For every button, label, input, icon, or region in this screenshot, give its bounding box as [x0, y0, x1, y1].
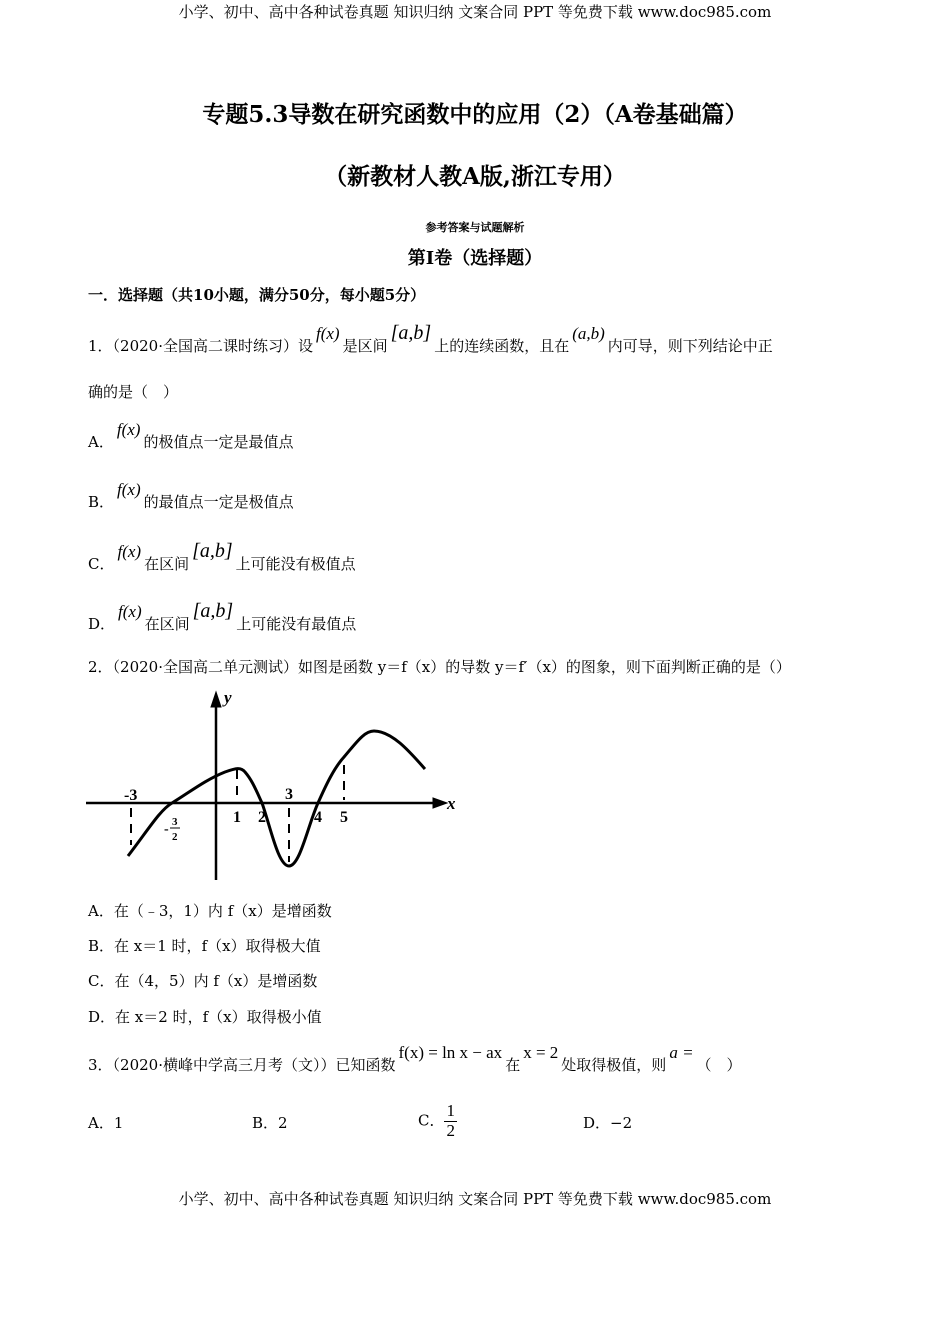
math-function: f(x) = ln x − ax [398, 1043, 503, 1062]
option-label: B． [88, 493, 115, 511]
tick-frac-num: 3 [172, 816, 178, 828]
q2-option-a: A．在（﹣3，1）内 f（x）是增函数 [88, 902, 332, 920]
denominator: 2 [446, 1120, 455, 1140]
option-label: D． [88, 615, 116, 633]
q2-option-d: D．在 x＝2 时，f（x）取得极小值 [88, 1008, 322, 1026]
math-a: a = [669, 1043, 694, 1062]
option-value: 1 [113, 1114, 124, 1132]
q3-option-d [583, 1116, 632, 1131]
option-value: 2 [278, 1114, 288, 1132]
math-fx: f(x) [316, 324, 340, 343]
option-label: A． [88, 433, 114, 451]
volume-heading: 第Ⅰ卷（选择题） [407, 248, 543, 269]
q2-option-c: C．在（4，5）内 f（x）是增函数 [88, 972, 318, 990]
q3-option-b [252, 1116, 288, 1131]
math-interval: [a,b] [390, 322, 432, 344]
derivative-curve [128, 731, 425, 866]
option-label: A． [88, 1114, 114, 1132]
x-label: x [447, 794, 456, 813]
option-text: 上可能没有最值点 [236, 615, 357, 633]
option-text: 上可能没有极值点 [235, 555, 356, 573]
tick-neg-sign: - [164, 822, 169, 837]
question-2: 2．（2020·全国高二单元测试）如图是函数 y＝f（x）的导数 y＝f′（x）的图象，则下面判断正确的是（） [88, 658, 791, 676]
math-interval: [a,b] [192, 540, 233, 562]
option-value: −2 [610, 1114, 633, 1132]
y-label: y [224, 688, 232, 707]
doc-title: 专题5.3导数在研究函数中的应用（2）（A卷基础篇） [202, 101, 748, 128]
page-header: 小学、初中、高中各种试卷真题 知识归纳 文案合同 PPT 等免费下载 www.doc985.com [178, 3, 772, 21]
option-text: 的最值点一定是极值点 [143, 493, 294, 511]
doc-subtitle: （新教材人教A版,浙江专用） [324, 163, 626, 190]
option-label: B． [252, 1114, 279, 1132]
math-x-value: x = 2 [523, 1043, 559, 1062]
section-heading: 一．选择题（共10小题，满分50分，每小题5分） [88, 286, 426, 304]
numerator: 1 [446, 1101, 455, 1120]
q-text: 上的连续函数，且在 [434, 337, 570, 355]
q-text: 是区间 [342, 337, 388, 355]
q-text: 处取得极值，则 [561, 1056, 667, 1074]
option-label: C． [418, 1111, 445, 1130]
x-axis-arrow [433, 798, 447, 808]
math-interval: [a,b] [192, 600, 234, 622]
tick-3: 3 [285, 786, 293, 803]
q3-option-c [418, 1102, 457, 1140]
math-fx: f(x) [117, 542, 142, 561]
q-text: 内可导，则下列结论中正 [607, 337, 773, 355]
q-text: 在 [505, 1056, 521, 1074]
q-text: （ ） [696, 1056, 742, 1074]
page-footer: 小学、初中、高中各种试卷真题 知识归纳 文案合同 PPT 等免费下载 www.doc985.com [178, 1190, 772, 1208]
tick-frac-den: 2 [172, 831, 178, 843]
math-interval: (a,b) [572, 324, 605, 343]
tick-4: 4 [314, 809, 322, 826]
tick-5: 5 [340, 809, 348, 826]
option-text: 在区间 [144, 615, 190, 633]
y-axis-arrow [211, 692, 221, 707]
option-label: C． [88, 555, 115, 573]
option-label: D． [583, 1114, 611, 1132]
answer-heading: 参考答案与试题解析 [425, 221, 525, 234]
q2-option-b: B．在 x＝1 时，f（x）取得极大值 [88, 937, 321, 955]
q-text: （2020·全国高二课时练习）设 [112, 337, 313, 355]
tick-neg3: -3 [124, 787, 138, 804]
question-1-cont: 确的是（ ） [88, 383, 179, 401]
question-3 [88, 1043, 742, 1074]
tick-1: 1 [233, 809, 241, 826]
option-text: 在区间 [144, 555, 190, 573]
math-fx: f(x) [118, 602, 142, 621]
q-text: 3．（2020·横峰中学高三月考（文））已知函数 [88, 1056, 396, 1074]
q-number: 1． [88, 337, 113, 355]
option-text: 的极值点一定是最值点 [143, 433, 294, 451]
fraction [444, 1102, 457, 1140]
math-fx: f(x) [116, 420, 141, 439]
tick-2: 2 [258, 809, 266, 826]
math-fx: f(x) [117, 480, 141, 499]
q3-option-a [88, 1116, 123, 1131]
